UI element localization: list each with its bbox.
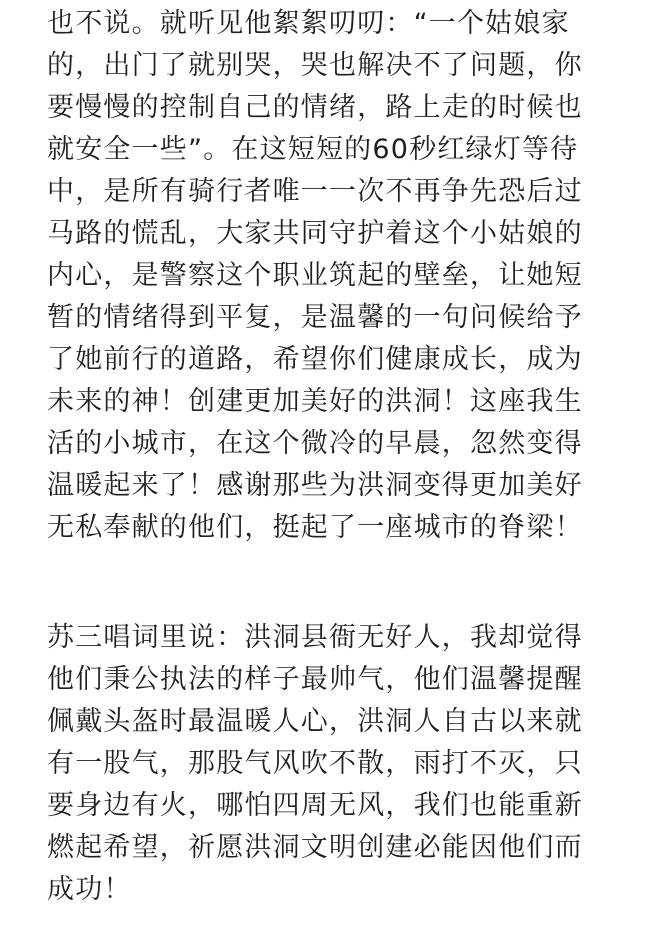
text-line: 内心，是警察这个职业筑起的壁垒，让她短 (47, 260, 583, 291)
text-line: 要身边有火，哪怕四周无风，我们也能重新 (47, 790, 583, 821)
text-line: 温暖起来了！感谢那些为洪洞变得更加美好 (47, 470, 583, 501)
text-line: 佩戴头盔时最温暖人心，洪洞人自古以来就 (47, 706, 583, 737)
paragraph-2 (47, 617, 583, 911)
text-line: 未来的神！创建更加美好的洪洞！这座我生 (47, 386, 583, 417)
text-line: 了她前行的道路，希望你们健康成长，成为 (47, 344, 583, 375)
text-line: 成功！ (47, 874, 132, 905)
text-line: 要慢慢的控制自己的情绪，路上走的时候也 (47, 92, 583, 123)
text-line: 燃起希望，祈愿洪洞文明创建必能因他们而 (47, 832, 583, 863)
text-line: 活的小城市，在这个微冷的早晨，忽然变得 (47, 428, 583, 459)
text-line: 的，出门了就别哭，哭也解决不了问题，你 (47, 50, 583, 81)
text-line: 苏三唱词里说：洪洞县衙无好人，我却觉得 (47, 622, 583, 653)
text-line: 他们秉公执法的样子最帅气，他们温馨提醒 (47, 664, 583, 695)
paragraph-1 (47, 3, 583, 549)
text-line: 暂的情绪得到平复，是温馨的一句问候给予 (47, 302, 583, 333)
text-line: 无私奉献的他们，挺起了一座城市的脊梁！ (47, 512, 583, 543)
text-line: 有一股气，那股气风吹不散，雨打不灭，只 (47, 748, 583, 779)
text-line: 也不说。就听见他絮絮叨叨：“一个姑娘家 (47, 8, 570, 39)
text-line: 马路的慌乱，大家共同守护着这个小姑娘的 (47, 218, 583, 249)
text-line: 就安全一些”。在这短短的60秒红绿灯等待 (47, 134, 579, 165)
text-line: 中，是所有骑行者唯一一次不再争先恐后过 (47, 176, 583, 207)
